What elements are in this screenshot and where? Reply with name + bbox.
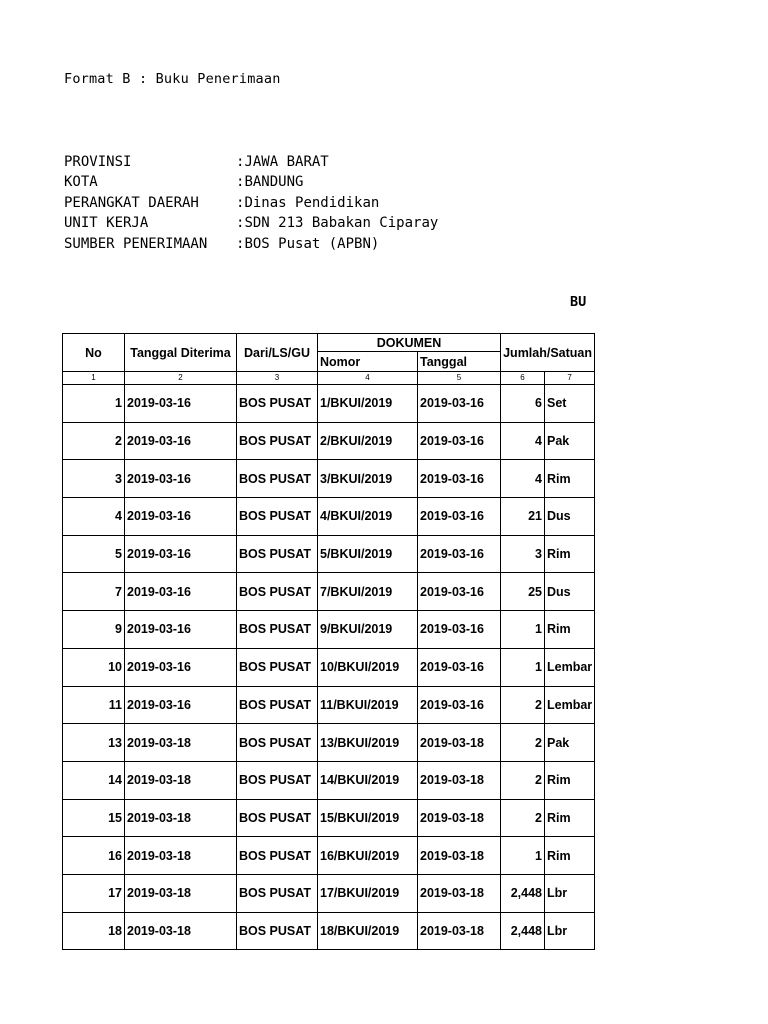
- cell-jumlah: 2: [501, 761, 545, 799]
- meta-separator: :: [236, 154, 245, 170]
- cell-satuan: Lbr: [545, 912, 595, 950]
- cell-tanggal: 2019-03-16: [418, 686, 501, 724]
- cell-jumlah: 4: [501, 422, 545, 460]
- cell-nomor: 5/BKUI/2019: [318, 535, 418, 573]
- cell-satuan: Rim: [545, 460, 595, 498]
- cell-nomor: 10/BKUI/2019: [318, 648, 418, 686]
- cell-tanggal-diterima: 2019-03-16: [125, 686, 237, 724]
- cell-nomor: 18/BKUI/2019: [318, 912, 418, 950]
- meta-value: SDN 213 Babakan Ciparay: [244, 215, 439, 232]
- cell-tanggal-diterima: 2019-03-16: [125, 611, 237, 649]
- cell-tanggal: 2019-03-16: [418, 385, 501, 423]
- cell-tanggal-diterima: 2019-03-18: [125, 761, 237, 799]
- cell-no: 13: [63, 724, 125, 762]
- table-row: [63, 874, 595, 912]
- cell-dari: BOS PUSAT: [237, 799, 318, 837]
- cell-satuan: Rim: [545, 535, 595, 573]
- cell-tanggal-diterima: 2019-03-16: [125, 648, 237, 686]
- cell-dari: BOS PUSAT: [237, 648, 318, 686]
- cell-jumlah: 3: [501, 535, 545, 573]
- header-row-top: [63, 334, 595, 352]
- cell-nomor: 9/BKUI/2019: [318, 611, 418, 649]
- cell-tanggal: 2019-03-16: [418, 422, 501, 460]
- cell-dari: BOS PUSAT: [237, 837, 318, 875]
- table-row: [63, 761, 595, 799]
- cell-nomor: 7/BKUI/2019: [318, 573, 418, 611]
- meta-label: PROVINSI: [64, 154, 132, 170]
- cell-tanggal: 2019-03-16: [418, 460, 501, 498]
- cell-dari: BOS PUSAT: [237, 460, 318, 498]
- heading-fragment: BU: [570, 294, 587, 310]
- cell-nomor: 4/BKUI/2019: [318, 498, 418, 536]
- meta-separator: :: [236, 194, 245, 211]
- meta-value: BANDUNG: [244, 174, 304, 191]
- cell-dari: BOS PUSAT: [237, 611, 318, 649]
- meta-separator: :: [236, 174, 245, 191]
- table-row: [63, 611, 595, 649]
- header-dari: Dari/LS/GU: [237, 334, 318, 372]
- header-tanggal: Tanggal: [418, 352, 501, 372]
- cell-no: 14: [63, 761, 125, 799]
- cell-jumlah: 6: [501, 385, 545, 423]
- cell-jumlah: 1: [501, 611, 545, 649]
- cell-dari: BOS PUSAT: [237, 385, 318, 423]
- header-dokumen: DOKUMEN: [318, 334, 501, 352]
- cell-jumlah: 25: [501, 573, 545, 611]
- cell-satuan: Lembar: [545, 648, 595, 686]
- meta-label: PERANGKAT DAERAH: [64, 194, 199, 211]
- cell-tanggal: 2019-03-16: [418, 648, 501, 686]
- cell-nomor: 2/BKUI/2019: [318, 422, 418, 460]
- column-number: 7: [545, 372, 595, 385]
- cell-jumlah: 2: [501, 799, 545, 837]
- cell-dari: BOS PUSAT: [237, 686, 318, 724]
- cell-tanggal-diterima: 2019-03-18: [125, 912, 237, 950]
- table-row: [63, 498, 595, 536]
- cell-tanggal-diterima: 2019-03-16: [125, 498, 237, 536]
- cell-no: 18: [63, 912, 125, 950]
- meta-label: KOTA: [64, 174, 98, 191]
- cell-tanggal: 2019-03-18: [418, 837, 501, 875]
- cell-tanggal-diterima: 2019-03-16: [125, 422, 237, 460]
- cell-no: 5: [63, 535, 125, 573]
- cell-dari: BOS PUSAT: [237, 535, 318, 573]
- meta-value: Dinas Pendidikan: [244, 194, 380, 211]
- table-row: [63, 648, 595, 686]
- table-row: [63, 912, 595, 950]
- cell-jumlah: 4: [501, 460, 545, 498]
- meta-separator: :: [236, 215, 245, 232]
- table-row: [63, 573, 595, 611]
- table-row: [63, 837, 595, 875]
- cell-satuan: Dus: [545, 573, 595, 611]
- cell-nomor: 1/BKUI/2019: [318, 385, 418, 423]
- cell-tanggal: 2019-03-16: [418, 573, 501, 611]
- cell-dari: BOS PUSAT: [237, 912, 318, 950]
- cell-jumlah: 2,448: [501, 874, 545, 912]
- cell-tanggal: 2019-03-18: [418, 761, 501, 799]
- cell-no: 15: [63, 799, 125, 837]
- cell-satuan: Set: [545, 385, 595, 423]
- cell-jumlah: 1: [501, 837, 545, 875]
- header-tanggal-diterima: Tanggal Diterima: [125, 334, 237, 372]
- column-number: 1: [63, 372, 125, 385]
- cell-nomor: 17/BKUI/2019: [318, 874, 418, 912]
- cell-tanggal: 2019-03-16: [418, 611, 501, 649]
- cell-no: 17: [63, 874, 125, 912]
- table-body: [63, 385, 595, 950]
- cell-nomor: 16/BKUI/2019: [318, 837, 418, 875]
- column-number-row: [63, 372, 595, 385]
- header-no: No: [63, 334, 125, 372]
- table-row: [63, 686, 595, 724]
- meta-row-provinsi: [64, 152, 438, 172]
- cell-jumlah: 2,448: [501, 912, 545, 950]
- column-number: 3: [237, 372, 318, 385]
- table-row: [63, 724, 595, 762]
- meta-row-kota: [64, 172, 438, 192]
- cell-no: 16: [63, 837, 125, 875]
- cell-no: 2: [63, 422, 125, 460]
- meta-row-unit-kerja: [64, 213, 438, 233]
- column-number: 4: [318, 372, 418, 385]
- column-number: 2: [125, 372, 237, 385]
- header-nomor: Nomor: [318, 352, 418, 372]
- cell-satuan: Rim: [545, 611, 595, 649]
- cell-nomor: 15/BKUI/2019: [318, 799, 418, 837]
- cell-no: 11: [63, 686, 125, 724]
- table-row: [63, 799, 595, 837]
- table-row: [63, 460, 595, 498]
- cell-satuan: Dus: [545, 498, 595, 536]
- cell-no: 3: [63, 460, 125, 498]
- cell-tanggal-diterima: 2019-03-18: [125, 799, 237, 837]
- cell-nomor: 11/BKUI/2019: [318, 686, 418, 724]
- cell-dari: BOS PUSAT: [237, 724, 318, 762]
- cell-jumlah: 2: [501, 724, 545, 762]
- table-row: [63, 422, 595, 460]
- table-row: [63, 385, 595, 423]
- cell-dari: BOS PUSAT: [237, 573, 318, 611]
- cell-tanggal-diterima: 2019-03-16: [125, 535, 237, 573]
- cell-nomor: 13/BKUI/2019: [318, 724, 418, 762]
- cell-tanggal-diterima: 2019-03-18: [125, 724, 237, 762]
- cell-tanggal-diterima: 2019-03-16: [125, 460, 237, 498]
- cell-tanggal: 2019-03-18: [418, 724, 501, 762]
- cell-dari: BOS PUSAT: [237, 422, 318, 460]
- column-number: 6: [501, 372, 545, 385]
- cell-jumlah: 2: [501, 686, 545, 724]
- header-jumlah-satuan: Jumlah/Satuan: [501, 334, 595, 372]
- meta-value: BOS Pusat (APBN): [244, 235, 380, 252]
- meta-separator: :: [236, 235, 245, 252]
- meta-row-sumber-penerimaan: [64, 234, 438, 254]
- cell-dari: BOS PUSAT: [237, 498, 318, 536]
- document-meta: [64, 152, 438, 254]
- cell-tanggal-diterima: 2019-03-16: [125, 573, 237, 611]
- cell-satuan: Rim: [545, 837, 595, 875]
- cell-dari: BOS PUSAT: [237, 874, 318, 912]
- meta-row-perangkat-daerah: [64, 193, 438, 213]
- cell-jumlah: 21: [501, 498, 545, 536]
- meta-value: JAWA BARAT: [244, 154, 329, 170]
- cell-satuan: Pak: [545, 422, 595, 460]
- cell-no: 10: [63, 648, 125, 686]
- cell-satuan: Rim: [545, 799, 595, 837]
- cell-dari: BOS PUSAT: [237, 761, 318, 799]
- meta-label: SUMBER PENERIMAAN: [64, 235, 208, 252]
- cell-tanggal: 2019-03-16: [418, 535, 501, 573]
- meta-label: UNIT KERJA: [64, 215, 149, 232]
- cell-no: 1: [63, 385, 125, 423]
- cell-satuan: Lembar: [545, 686, 595, 724]
- cell-no: 4: [63, 498, 125, 536]
- format-title: Format B : Buku Penerimaan: [64, 71, 281, 87]
- receipt-table: [62, 333, 595, 950]
- cell-tanggal-diterima: 2019-03-18: [125, 837, 237, 875]
- cell-tanggal-diterima: 2019-03-18: [125, 874, 237, 912]
- cell-satuan: Lbr: [545, 874, 595, 912]
- column-number: 5: [418, 372, 501, 385]
- cell-tanggal-diterima: 2019-03-16: [125, 385, 237, 423]
- cell-tanggal: 2019-03-18: [418, 912, 501, 950]
- cell-nomor: 14/BKUI/2019: [318, 761, 418, 799]
- cell-satuan: Pak: [545, 724, 595, 762]
- cell-jumlah: 1: [501, 648, 545, 686]
- cell-no: 7: [63, 573, 125, 611]
- cell-no: 9: [63, 611, 125, 649]
- table-row: [63, 535, 595, 573]
- cell-nomor: 3/BKUI/2019: [318, 460, 418, 498]
- cell-tanggal: 2019-03-16: [418, 498, 501, 536]
- cell-tanggal: 2019-03-18: [418, 799, 501, 837]
- cell-satuan: Rim: [545, 761, 595, 799]
- cell-tanggal: 2019-03-18: [418, 874, 501, 912]
